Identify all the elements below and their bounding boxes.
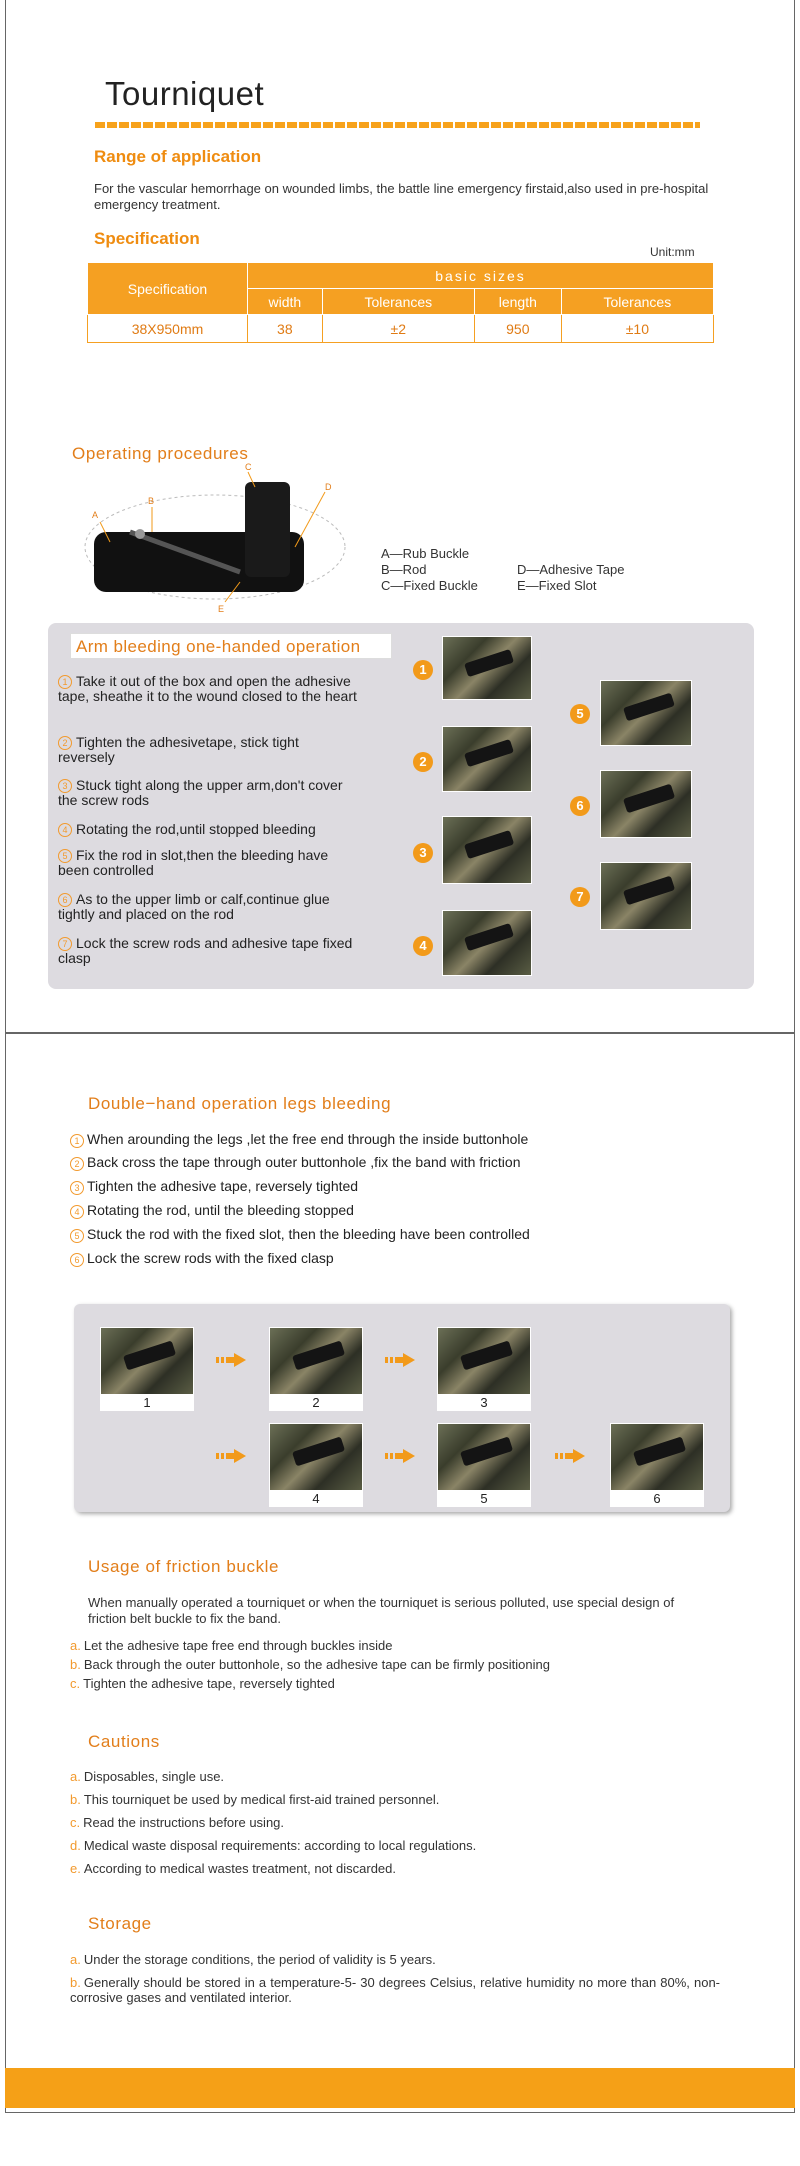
callout-e: E — [218, 604, 225, 612]
step-badge: 6 — [570, 796, 590, 816]
legs-step — [70, 1226, 530, 1243]
item-text: Disposables, single use. — [83, 1769, 225, 1784]
item-text: Back through the outer buttonhole, so the adhesive tape can be firmly positioning — [83, 1657, 550, 1672]
legend-c: C—Fixed Buckle — [381, 578, 478, 593]
storage-item — [70, 1952, 436, 1967]
spec-group-header: basic sizes — [248, 263, 714, 289]
legend-a: A—Rub Buckle — [381, 546, 470, 561]
item-letter: c. — [70, 1815, 81, 1830]
spec-col-header: length — [474, 289, 561, 315]
figure-label: 3 — [437, 1395, 531, 1411]
spec-heading: Specification — [94, 229, 200, 248]
item-letter: b. — [70, 1975, 81, 1990]
legs-step-photo — [610, 1423, 704, 1491]
step-badge: 2 — [413, 752, 433, 772]
legs-step — [70, 1131, 528, 1148]
step-badge: 4 — [413, 936, 433, 956]
arm-step-photo — [442, 910, 532, 976]
step-number: 1 — [58, 675, 72, 689]
step-number: 2 — [58, 736, 72, 750]
friction-item — [70, 1676, 335, 1691]
step-text: When arounding the legs ,let the free end through the inside buttonhole — [87, 1131, 529, 1147]
item-text: This tourniquet be used by medical first-aid trained personnel. — [83, 1792, 440, 1807]
figure-label: 1 — [100, 1395, 194, 1411]
tourniquet-diagram — [80, 462, 350, 612]
step-text: Tighten the adhesive tape, reversely tighted — [87, 1178, 359, 1194]
arm-step — [58, 848, 358, 878]
arm-step-photo — [442, 816, 532, 884]
step-text: As to the upper limb or calf,continue glue tightly and placed on the rod — [58, 891, 330, 923]
step-number: 2 — [70, 1157, 84, 1171]
item-text: Generally should be stored in a temperature-5- 30 degrees Celsius, relative humidity no more than 80%, non- corrosive gases and ventilated interior. — [70, 1975, 720, 2005]
callout-d: D — [325, 482, 332, 492]
arm-step-photo — [600, 862, 692, 930]
step-text: Fix the rod in slot,then the bleeding have been controlled — [58, 847, 329, 879]
arm-step — [58, 674, 358, 704]
legs-step — [70, 1250, 334, 1267]
item-letter: a. — [70, 1952, 81, 1967]
item-letter: d. — [70, 1838, 81, 1853]
legs-step-photo — [437, 1423, 531, 1491]
caution-item — [70, 1861, 396, 1876]
friction-item — [70, 1657, 550, 1672]
spec-col-header: width — [248, 289, 323, 315]
range-text: For the vascular hemorrhage on wounded limbs, the battle line emergency firstaid,also used in pre-hospital emergency treatment. — [94, 181, 709, 212]
callout-line-d — [295, 492, 325, 547]
legend-b: B—Rod — [381, 562, 427, 577]
legs-step-photo — [269, 1423, 363, 1491]
spec-table — [87, 262, 714, 343]
caution-item — [70, 1838, 476, 1853]
step-number: 6 — [58, 893, 72, 907]
item-text: Under the storage conditions, the period of validity is 5 years. — [83, 1952, 436, 1967]
spec-cell: 38X950mm — [88, 315, 248, 343]
friction-item — [70, 1638, 392, 1653]
figure-label: 6 — [610, 1491, 704, 1507]
step-text: Stuck the rod with the fixed slot, then the bleeding have been controlled — [87, 1226, 530, 1242]
item-letter: b. — [70, 1792, 81, 1807]
arm-heading: Arm bleeding one-handed operation — [70, 633, 392, 659]
arrow-right-icon — [216, 1449, 246, 1463]
legs-step-photo — [100, 1327, 194, 1395]
figure-label: 5 — [437, 1491, 531, 1507]
spec-col-header: Tolerances — [322, 289, 474, 315]
figure-label: 2 — [269, 1395, 363, 1411]
arm-step-photo — [600, 680, 692, 746]
step-text: Tighten the adhesivetape, stick tight reversely — [58, 734, 299, 766]
legend-e: E—Fixed Slot — [517, 578, 597, 593]
spec-cell: 38 — [248, 315, 323, 343]
arm-step-photo — [442, 636, 532, 700]
step-number: 3 — [58, 779, 72, 793]
step-badge: 1 — [413, 660, 433, 680]
step-text: Rotating the rod,until stopped bleeding — [76, 821, 316, 837]
friction-intro: When manually operated a tourniquet or when the tourniquet is serious polluted, use special design of friction belt buckle to fix the band. — [88, 1595, 675, 1626]
caution-item — [70, 1792, 439, 1807]
item-text: Tighten the adhesive tape, reversely tighted — [83, 1676, 335, 1691]
callout-b: B — [148, 496, 155, 506]
arrow-right-icon — [555, 1449, 585, 1463]
step-number: 5 — [70, 1229, 84, 1243]
arm-step-photo — [600, 770, 692, 838]
arrow-right-icon — [216, 1353, 246, 1367]
spec-col-header: Tolerances — [561, 289, 713, 315]
arm-step — [58, 892, 358, 922]
storage-heading: Storage — [88, 1914, 152, 1933]
item-text: Medical waste disposal requirements: according to local regulations. — [83, 1838, 477, 1853]
operating-heading: Operating procedures — [72, 444, 249, 463]
legs-step — [70, 1154, 520, 1171]
storage-item — [70, 1975, 720, 2005]
range-heading: Range of application — [94, 147, 262, 166]
item-letter: b. — [70, 1657, 81, 1672]
legend-d: D—Adhesive Tape — [517, 562, 625, 577]
arm-step — [58, 735, 358, 765]
step-number: 5 — [58, 849, 72, 863]
unit-label: Unit:mm — [650, 245, 695, 259]
buckle-shape — [245, 482, 290, 577]
step-badge: 5 — [570, 704, 590, 724]
step-number: 3 — [70, 1181, 84, 1195]
page-title: Tourniquet — [105, 75, 265, 112]
arm-step — [58, 936, 358, 966]
item-letter: a. — [70, 1769, 81, 1784]
step-number: 1 — [70, 1134, 84, 1148]
spec-cell: ±10 — [561, 315, 713, 343]
step-text: Lock the screw rods with the fixed clasp — [87, 1250, 334, 1266]
item-text: Read the instructions before using. — [83, 1815, 285, 1830]
spec-row-header: Specification — [88, 263, 248, 315]
rod-end — [135, 529, 145, 539]
arrow-right-icon — [385, 1449, 415, 1463]
friction-heading: Usage of friction buckle — [88, 1557, 280, 1576]
arm-step-photo — [442, 726, 532, 792]
item-text: Let the adhesive tape free end through buckles inside — [83, 1638, 393, 1653]
step-number: 4 — [58, 823, 72, 837]
cautions-heading: Cautions — [88, 1732, 160, 1751]
legs-step — [70, 1202, 354, 1219]
step-text: Stuck tight along the upper arm,don't cover the screw rods — [58, 777, 343, 809]
arrow-right-icon — [385, 1353, 415, 1367]
callout-c: C — [245, 462, 252, 472]
arm-step — [58, 778, 358, 808]
item-text: According to medical wastes treatment, not discarded. — [83, 1861, 396, 1876]
step-text: Rotating the rod, until the bleeding stopped — [87, 1202, 354, 1218]
step-badge: 3 — [413, 843, 433, 863]
step-badge: 7 — [570, 887, 590, 907]
step-number: 4 — [70, 1205, 84, 1219]
step-text: Take it out of the box and open the adhesive tape, sheathe it to the wound closed to the heart — [58, 673, 357, 705]
legs-step-photo — [269, 1327, 363, 1395]
legs-step — [70, 1178, 358, 1195]
title-underline — [95, 122, 700, 128]
caution-item — [70, 1769, 224, 1784]
step-number: 7 — [58, 937, 72, 951]
item-letter: e. — [70, 1861, 81, 1876]
item-letter: a. — [70, 1638, 81, 1653]
legs-step-photo — [437, 1327, 531, 1395]
spec-cell: ±2 — [322, 315, 474, 343]
spec-cell: 950 — [474, 315, 561, 343]
caution-item — [70, 1815, 284, 1830]
step-text: Back cross the tape through outer buttonhole ,fix the band with friction — [87, 1154, 521, 1170]
arm-step — [58, 822, 388, 837]
item-letter: c. — [70, 1676, 81, 1691]
legs-heading: Double−hand operation legs bleeding — [88, 1094, 392, 1113]
figure-label: 4 — [269, 1491, 363, 1507]
step-number: 6 — [70, 1253, 84, 1267]
callout-a: A — [92, 510, 99, 520]
step-text: Lock the screw rods and adhesive tape fixed clasp — [58, 935, 353, 967]
footer-bar — [5, 2068, 795, 2108]
